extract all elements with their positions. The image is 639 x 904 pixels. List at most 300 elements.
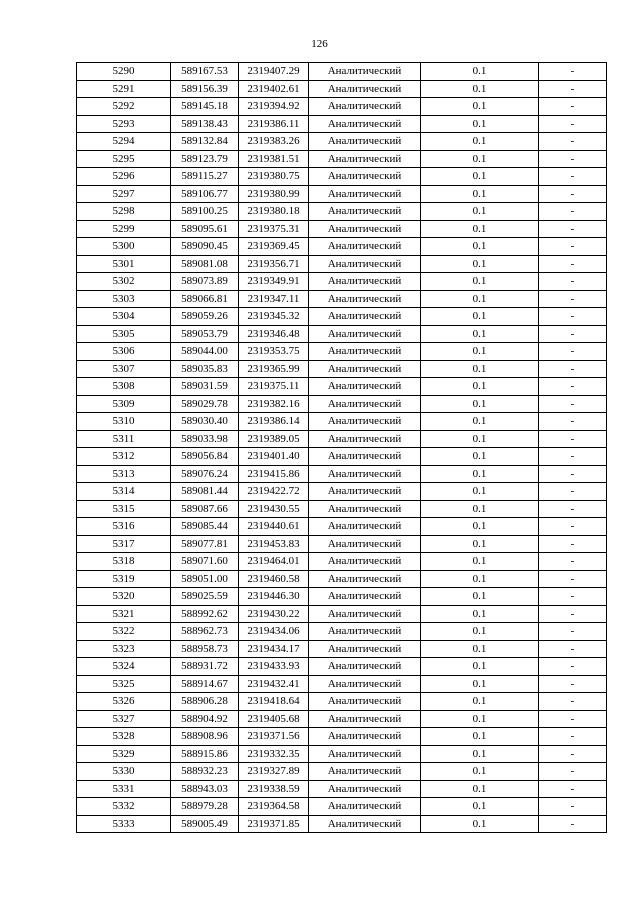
table-row	[77, 798, 607, 816]
accuracy-cell: 0.1	[421, 623, 539, 641]
page-number: 126	[311, 38, 328, 50]
x-coordinate-cell: 589031.59	[171, 378, 239, 396]
note-cell: -	[539, 605, 607, 623]
point-number-cell: 5329	[77, 745, 171, 763]
y-coordinate-cell: 2319371.56	[239, 728, 309, 746]
point-number-cell: 5330	[77, 763, 171, 781]
method-cell: Аналитический	[309, 658, 421, 676]
point-number-cell: 5324	[77, 658, 171, 676]
point-number-cell: 5327	[77, 710, 171, 728]
note-cell: -	[539, 798, 607, 816]
x-coordinate-cell: 589138.43	[171, 115, 239, 133]
y-coordinate-cell: 2319327.89	[239, 763, 309, 781]
note-cell: -	[539, 710, 607, 728]
y-coordinate-cell: 2319434.17	[239, 640, 309, 658]
accuracy-cell: 0.1	[421, 80, 539, 98]
accuracy-cell: 0.1	[421, 798, 539, 816]
point-number-cell: 5315	[77, 500, 171, 518]
y-coordinate-cell: 2319402.61	[239, 80, 309, 98]
table-row	[77, 570, 607, 588]
y-coordinate-cell: 2319422.72	[239, 483, 309, 501]
accuracy-cell: 0.1	[421, 430, 539, 448]
table-row	[77, 465, 607, 483]
method-cell: Аналитический	[309, 290, 421, 308]
accuracy-cell: 0.1	[421, 98, 539, 116]
table-row	[77, 658, 607, 676]
note-cell: -	[539, 273, 607, 291]
note-cell: -	[539, 728, 607, 746]
y-coordinate-cell: 2319338.59	[239, 780, 309, 798]
y-coordinate-cell: 2319345.32	[239, 308, 309, 326]
note-cell: -	[539, 150, 607, 168]
note-cell: -	[539, 693, 607, 711]
table-row	[77, 693, 607, 711]
x-coordinate-cell: 589053.79	[171, 325, 239, 343]
method-cell: Аналитический	[309, 430, 421, 448]
point-number-cell: 5317	[77, 535, 171, 553]
table-row	[77, 675, 607, 693]
point-number-cell: 5292	[77, 98, 171, 116]
note-cell: -	[539, 658, 607, 676]
table-row	[77, 80, 607, 98]
method-cell: Аналитический	[309, 500, 421, 518]
x-coordinate-cell: 589145.18	[171, 98, 239, 116]
y-coordinate-cell: 2319353.75	[239, 343, 309, 361]
x-coordinate-cell: 589056.84	[171, 448, 239, 466]
accuracy-cell: 0.1	[421, 150, 539, 168]
method-cell: Аналитический	[309, 763, 421, 781]
note-cell: -	[539, 413, 607, 431]
note-cell: -	[539, 430, 607, 448]
x-coordinate-cell: 589071.60	[171, 553, 239, 571]
table-row	[77, 325, 607, 343]
table-row	[77, 378, 607, 396]
y-coordinate-cell: 2319394.92	[239, 98, 309, 116]
x-coordinate-cell: 589076.24	[171, 465, 239, 483]
method-cell: Аналитический	[309, 623, 421, 641]
y-coordinate-cell: 2319446.30	[239, 588, 309, 606]
coordinates-table	[76, 62, 607, 833]
point-number-cell: 5312	[77, 448, 171, 466]
y-coordinate-cell: 2319415.86	[239, 465, 309, 483]
point-number-cell: 5318	[77, 553, 171, 571]
point-number-cell: 5306	[77, 343, 171, 361]
point-number-cell: 5305	[77, 325, 171, 343]
note-cell: -	[539, 483, 607, 501]
method-cell: Аналитический	[309, 220, 421, 238]
y-coordinate-cell: 2319375.31	[239, 220, 309, 238]
table-row	[77, 640, 607, 658]
x-coordinate-cell: 589081.08	[171, 255, 239, 273]
table-row	[77, 308, 607, 326]
note-cell: -	[539, 535, 607, 553]
point-number-cell: 5300	[77, 238, 171, 256]
note-cell: -	[539, 115, 607, 133]
method-cell: Аналитический	[309, 728, 421, 746]
table-row	[77, 255, 607, 273]
x-coordinate-cell: 588943.03	[171, 780, 239, 798]
x-coordinate-cell: 589066.81	[171, 290, 239, 308]
x-coordinate-cell: 589090.45	[171, 238, 239, 256]
accuracy-cell: 0.1	[421, 640, 539, 658]
table-row	[77, 63, 607, 81]
method-cell: Аналитический	[309, 255, 421, 273]
note-cell: -	[539, 308, 607, 326]
table-row	[77, 273, 607, 291]
note-cell: -	[539, 640, 607, 658]
y-coordinate-cell: 2319380.75	[239, 168, 309, 186]
point-number-cell: 5311	[77, 430, 171, 448]
table-row	[77, 710, 607, 728]
note-cell: -	[539, 80, 607, 98]
note-cell: -	[539, 133, 607, 151]
table-row	[77, 780, 607, 798]
point-number-cell: 5333	[77, 815, 171, 833]
method-cell: Аналитический	[309, 150, 421, 168]
note-cell: -	[539, 745, 607, 763]
method-cell: Аналитический	[309, 815, 421, 833]
x-coordinate-cell: 588915.86	[171, 745, 239, 763]
accuracy-cell: 0.1	[421, 588, 539, 606]
point-number-cell: 5319	[77, 570, 171, 588]
table-row	[77, 745, 607, 763]
note-cell: -	[539, 203, 607, 221]
accuracy-cell: 0.1	[421, 570, 539, 588]
method-cell: Аналитический	[309, 238, 421, 256]
y-coordinate-cell: 2319407.29	[239, 63, 309, 81]
y-coordinate-cell: 2319383.26	[239, 133, 309, 151]
accuracy-cell: 0.1	[421, 133, 539, 151]
table-row	[77, 518, 607, 536]
x-coordinate-cell: 589087.66	[171, 500, 239, 518]
table-row	[77, 588, 607, 606]
y-coordinate-cell: 2319364.58	[239, 798, 309, 816]
note-cell: -	[539, 325, 607, 343]
point-number-cell: 5301	[77, 255, 171, 273]
point-number-cell: 5313	[77, 465, 171, 483]
method-cell: Аналитический	[309, 413, 421, 431]
method-cell: Аналитический	[309, 553, 421, 571]
method-cell: Аналитический	[309, 570, 421, 588]
y-coordinate-cell: 2319346.48	[239, 325, 309, 343]
x-coordinate-cell: 589025.59	[171, 588, 239, 606]
point-number-cell: 5303	[77, 290, 171, 308]
x-coordinate-cell: 588962.73	[171, 623, 239, 641]
accuracy-cell: 0.1	[421, 780, 539, 798]
accuracy-cell: 0.1	[421, 518, 539, 536]
table-row	[77, 238, 607, 256]
accuracy-cell: 0.1	[421, 395, 539, 413]
y-coordinate-cell: 2319347.11	[239, 290, 309, 308]
method-cell: Аналитический	[309, 448, 421, 466]
note-cell: -	[539, 448, 607, 466]
method-cell: Аналитический	[309, 115, 421, 133]
x-coordinate-cell: 589132.84	[171, 133, 239, 151]
table-row	[77, 605, 607, 623]
point-number-cell: 5308	[77, 378, 171, 396]
y-coordinate-cell: 2319386.11	[239, 115, 309, 133]
table-row	[77, 535, 607, 553]
y-coordinate-cell: 2319433.93	[239, 658, 309, 676]
note-cell: -	[539, 343, 607, 361]
accuracy-cell: 0.1	[421, 763, 539, 781]
x-coordinate-cell: 589059.26	[171, 308, 239, 326]
x-coordinate-cell: 589005.49	[171, 815, 239, 833]
point-number-cell: 5297	[77, 185, 171, 203]
accuracy-cell: 0.1	[421, 553, 539, 571]
point-number-cell: 5321	[77, 605, 171, 623]
note-cell: -	[539, 255, 607, 273]
x-coordinate-cell: 588904.92	[171, 710, 239, 728]
note-cell: -	[539, 63, 607, 81]
method-cell: Аналитический	[309, 518, 421, 536]
method-cell: Аналитический	[309, 483, 421, 501]
y-coordinate-cell: 2319386.14	[239, 413, 309, 431]
accuracy-cell: 0.1	[421, 728, 539, 746]
y-coordinate-cell: 2319434.06	[239, 623, 309, 641]
note-cell: -	[539, 98, 607, 116]
x-coordinate-cell: 589156.39	[171, 80, 239, 98]
x-coordinate-cell: 589167.53	[171, 63, 239, 81]
y-coordinate-cell: 2319432.41	[239, 675, 309, 693]
note-cell: -	[539, 465, 607, 483]
point-number-cell: 5291	[77, 80, 171, 98]
method-cell: Аналитический	[309, 325, 421, 343]
x-coordinate-cell: 588908.96	[171, 728, 239, 746]
point-number-cell: 5294	[77, 133, 171, 151]
point-number-cell: 5320	[77, 588, 171, 606]
method-cell: Аналитический	[309, 745, 421, 763]
x-coordinate-cell: 588958.73	[171, 640, 239, 658]
method-cell: Аналитический	[309, 273, 421, 291]
table-row	[77, 553, 607, 571]
method-cell: Аналитический	[309, 798, 421, 816]
x-coordinate-cell: 589033.98	[171, 430, 239, 448]
accuracy-cell: 0.1	[421, 290, 539, 308]
x-coordinate-cell: 589073.89	[171, 273, 239, 291]
y-coordinate-cell: 2319381.51	[239, 150, 309, 168]
accuracy-cell: 0.1	[421, 255, 539, 273]
table-row	[77, 815, 607, 833]
y-coordinate-cell: 2319405.68	[239, 710, 309, 728]
method-cell: Аналитический	[309, 535, 421, 553]
accuracy-cell: 0.1	[421, 343, 539, 361]
y-coordinate-cell: 2319356.71	[239, 255, 309, 273]
method-cell: Аналитический	[309, 133, 421, 151]
point-number-cell: 5302	[77, 273, 171, 291]
y-coordinate-cell: 2319365.99	[239, 360, 309, 378]
y-coordinate-cell: 2319380.18	[239, 203, 309, 221]
method-cell: Аналитический	[309, 80, 421, 98]
table-row	[77, 430, 607, 448]
y-coordinate-cell: 2319382.16	[239, 395, 309, 413]
accuracy-cell: 0.1	[421, 500, 539, 518]
accuracy-cell: 0.1	[421, 273, 539, 291]
point-number-cell: 5293	[77, 115, 171, 133]
y-coordinate-cell: 2319332.35	[239, 745, 309, 763]
note-cell: -	[539, 570, 607, 588]
x-coordinate-cell: 589077.81	[171, 535, 239, 553]
x-coordinate-cell: 588932.23	[171, 763, 239, 781]
x-coordinate-cell: 589095.61	[171, 220, 239, 238]
point-number-cell: 5299	[77, 220, 171, 238]
y-coordinate-cell: 2319401.40	[239, 448, 309, 466]
note-cell: -	[539, 238, 607, 256]
x-coordinate-cell: 589081.44	[171, 483, 239, 501]
accuracy-cell: 0.1	[421, 168, 539, 186]
accuracy-cell: 0.1	[421, 535, 539, 553]
method-cell: Аналитический	[309, 378, 421, 396]
x-coordinate-cell: 588906.28	[171, 693, 239, 711]
method-cell: Аналитический	[309, 395, 421, 413]
note-cell: -	[539, 588, 607, 606]
accuracy-cell: 0.1	[421, 745, 539, 763]
method-cell: Аналитический	[309, 605, 421, 623]
note-cell: -	[539, 378, 607, 396]
table-row	[77, 728, 607, 746]
method-cell: Аналитический	[309, 465, 421, 483]
note-cell: -	[539, 518, 607, 536]
note-cell: -	[539, 168, 607, 186]
x-coordinate-cell: 589035.83	[171, 360, 239, 378]
x-coordinate-cell: 589051.00	[171, 570, 239, 588]
table-row	[77, 290, 607, 308]
accuracy-cell: 0.1	[421, 465, 539, 483]
table-row	[77, 98, 607, 116]
method-cell: Аналитический	[309, 640, 421, 658]
accuracy-cell: 0.1	[421, 693, 539, 711]
y-coordinate-cell: 2319369.45	[239, 238, 309, 256]
point-number-cell: 5298	[77, 203, 171, 221]
coordinates-table-body	[77, 63, 607, 833]
table-row	[77, 185, 607, 203]
method-cell: Аналитический	[309, 63, 421, 81]
note-cell: -	[539, 780, 607, 798]
accuracy-cell: 0.1	[421, 203, 539, 221]
point-number-cell: 5332	[77, 798, 171, 816]
accuracy-cell: 0.1	[421, 220, 539, 238]
accuracy-cell: 0.1	[421, 63, 539, 81]
accuracy-cell: 0.1	[421, 308, 539, 326]
note-cell: -	[539, 763, 607, 781]
y-coordinate-cell: 2319349.91	[239, 273, 309, 291]
accuracy-cell: 0.1	[421, 115, 539, 133]
table-row	[77, 500, 607, 518]
x-coordinate-cell: 589115.27	[171, 168, 239, 186]
note-cell: -	[539, 553, 607, 571]
y-coordinate-cell: 2319430.22	[239, 605, 309, 623]
y-coordinate-cell: 2319460.58	[239, 570, 309, 588]
x-coordinate-cell: 588914.67	[171, 675, 239, 693]
y-coordinate-cell: 2319371.85	[239, 815, 309, 833]
x-coordinate-cell: 589085.44	[171, 518, 239, 536]
method-cell: Аналитический	[309, 168, 421, 186]
y-coordinate-cell: 2319375.11	[239, 378, 309, 396]
note-cell: -	[539, 360, 607, 378]
method-cell: Аналитический	[309, 675, 421, 693]
method-cell: Аналитический	[309, 185, 421, 203]
y-coordinate-cell: 2319389.05	[239, 430, 309, 448]
point-number-cell: 5290	[77, 63, 171, 81]
accuracy-cell: 0.1	[421, 413, 539, 431]
point-number-cell: 5295	[77, 150, 171, 168]
point-number-cell: 5325	[77, 675, 171, 693]
point-number-cell: 5331	[77, 780, 171, 798]
note-cell: -	[539, 395, 607, 413]
point-number-cell: 5322	[77, 623, 171, 641]
accuracy-cell: 0.1	[421, 710, 539, 728]
y-coordinate-cell: 2319380.99	[239, 185, 309, 203]
accuracy-cell: 0.1	[421, 325, 539, 343]
table-row	[77, 623, 607, 641]
point-number-cell: 5316	[77, 518, 171, 536]
table-row	[77, 150, 607, 168]
table-row	[77, 763, 607, 781]
x-coordinate-cell: 588992.62	[171, 605, 239, 623]
method-cell: Аналитический	[309, 780, 421, 798]
point-number-cell: 5328	[77, 728, 171, 746]
accuracy-cell: 0.1	[421, 360, 539, 378]
method-cell: Аналитический	[309, 98, 421, 116]
note-cell: -	[539, 500, 607, 518]
point-number-cell: 5304	[77, 308, 171, 326]
accuracy-cell: 0.1	[421, 815, 539, 833]
method-cell: Аналитический	[309, 693, 421, 711]
x-coordinate-cell: 589030.40	[171, 413, 239, 431]
y-coordinate-cell: 2319453.83	[239, 535, 309, 553]
table-row	[77, 115, 607, 133]
method-cell: Аналитический	[309, 588, 421, 606]
x-coordinate-cell: 588931.72	[171, 658, 239, 676]
accuracy-cell: 0.1	[421, 378, 539, 396]
y-coordinate-cell: 2319430.55	[239, 500, 309, 518]
table-row	[77, 133, 607, 151]
accuracy-cell: 0.1	[421, 605, 539, 623]
x-coordinate-cell: 589123.79	[171, 150, 239, 168]
x-coordinate-cell: 589106.77	[171, 185, 239, 203]
note-cell: -	[539, 220, 607, 238]
y-coordinate-cell: 2319440.61	[239, 518, 309, 536]
note-cell: -	[539, 675, 607, 693]
accuracy-cell: 0.1	[421, 185, 539, 203]
point-number-cell: 5307	[77, 360, 171, 378]
x-coordinate-cell: 589029.78	[171, 395, 239, 413]
table-row	[77, 483, 607, 501]
accuracy-cell: 0.1	[421, 658, 539, 676]
note-cell: -	[539, 815, 607, 833]
note-cell: -	[539, 185, 607, 203]
y-coordinate-cell: 2319418.64	[239, 693, 309, 711]
accuracy-cell: 0.1	[421, 675, 539, 693]
y-coordinate-cell: 2319464.01	[239, 553, 309, 571]
accuracy-cell: 0.1	[421, 238, 539, 256]
method-cell: Аналитический	[309, 360, 421, 378]
x-coordinate-cell: 588979.28	[171, 798, 239, 816]
point-number-cell: 5323	[77, 640, 171, 658]
table-row	[77, 220, 607, 238]
method-cell: Аналитический	[309, 203, 421, 221]
note-cell: -	[539, 623, 607, 641]
x-coordinate-cell: 589100.25	[171, 203, 239, 221]
accuracy-cell: 0.1	[421, 483, 539, 501]
point-number-cell: 5310	[77, 413, 171, 431]
table-row	[77, 360, 607, 378]
table-row	[77, 395, 607, 413]
point-number-cell: 5309	[77, 395, 171, 413]
accuracy-cell: 0.1	[421, 448, 539, 466]
point-number-cell: 5314	[77, 483, 171, 501]
table-row	[77, 343, 607, 361]
